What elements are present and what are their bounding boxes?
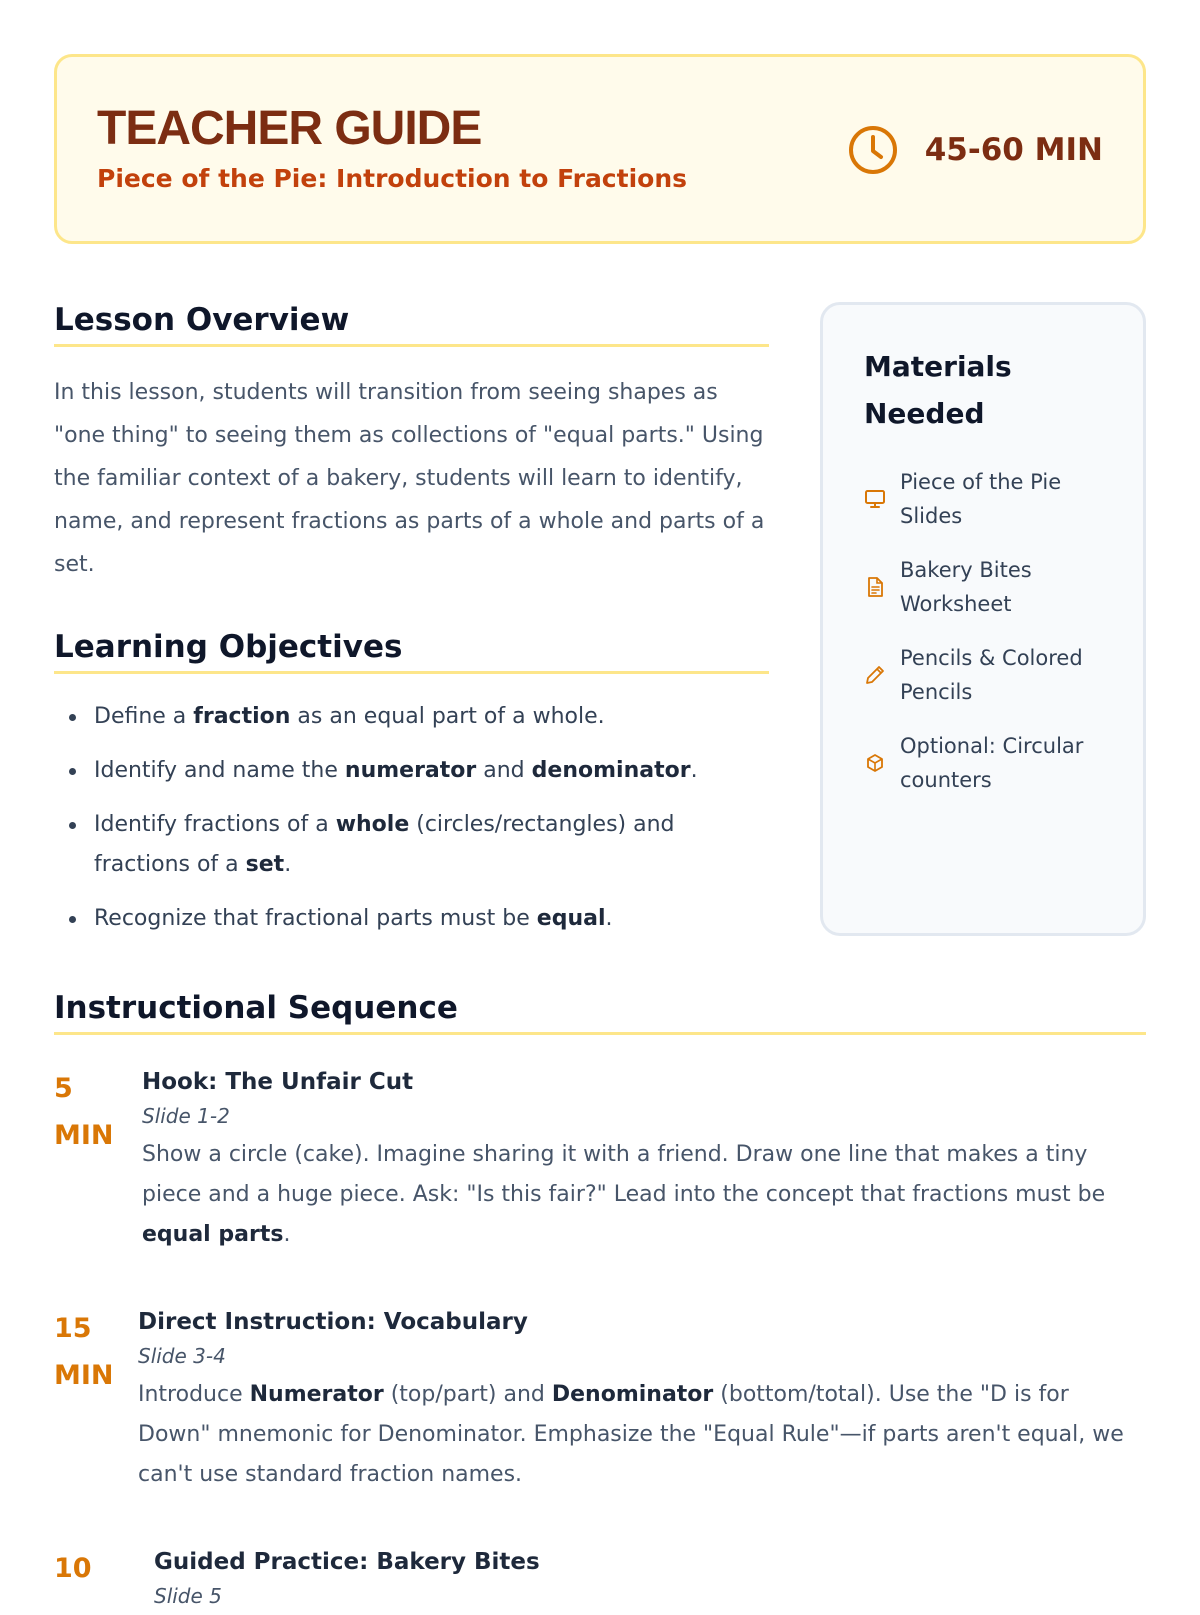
page-title: TEACHER GUIDE	[97, 102, 482, 155]
material-item-slides	[864, 465, 1113, 533]
step-description: Show a circle (cake). Imagine sharing it with a friend. Draw one line that makes a tiny piece and a huge piece. Ask: "Is this fair?" Lead into the concept that fractions must be equal parts.	[142, 1142, 1106, 1247]
step-slide-ref: Slide 3-4	[138, 1344, 226, 1368]
lesson-subtitle: Piece of the Pie: Introduction to Fractions	[97, 164, 688, 193]
material-item-counters	[864, 729, 1113, 797]
duration-label: 45-60 MIN	[924, 132, 1103, 168]
sequence-step	[54, 1545, 1146, 1615]
duration-badge	[847, 124, 1103, 176]
pencil-icon	[864, 664, 886, 686]
guide-header	[54, 54, 1146, 244]
sequence-heading: Instructional Sequence	[54, 990, 1146, 1035]
material-item-worksheet	[864, 553, 1113, 621]
overview-text: In this lesson, students will transition from seeing shapes as "one thing" to seeing them as collections of "equal parts." Using the familiar context of a bakery, students will learn to identify, name, and represent fractions as parts of a whole and parts of a set.	[54, 380, 765, 577]
objectives-heading: Learning Objectives	[54, 629, 769, 674]
step-description: Introduce Numerator (top/part) and Denominator (bottom/total). Use the "D is for Down" mnemonic for Denominator. Emphasize the "Equal Rule"—if parts aren't equal, we can't use standard fraction names.	[138, 1382, 1124, 1487]
step-title: Direct Instruction: Vocabulary	[138, 1309, 528, 1335]
clock-icon	[847, 124, 899, 176]
materials-card	[820, 302, 1146, 936]
material-item-pencils	[864, 641, 1113, 709]
objective-item: Define a fraction as an equal part of a whole.	[94, 697, 769, 737]
objective-item: Identify and name the numerator and denominator.	[94, 751, 769, 791]
material-label: Pencils & Colored Pencils	[900, 646, 1083, 704]
step-duration: 5 MIN	[54, 1073, 114, 1151]
step-duration: 15 MIN	[54, 1313, 114, 1391]
material-label: Bakery Bites Worksheet	[900, 558, 1032, 616]
objectives-list	[54, 697, 769, 953]
step-slide-ref: Slide 1-2	[142, 1104, 230, 1128]
material-label: Piece of the Pie Slides	[900, 470, 1062, 528]
document-icon	[864, 576, 886, 598]
materials-title: Materials Needed	[864, 350, 1012, 430]
step-slide-ref: Slide 5	[154, 1584, 222, 1608]
step-title: Guided Practice: Bakery Bites	[154, 1549, 540, 1575]
sequence-step	[54, 1065, 1146, 1255]
step-duration: 10	[54, 1553, 92, 1584]
presentation-icon	[864, 488, 886, 510]
overview-heading: Lesson Overview	[54, 302, 769, 347]
step-title: Hook: The Unfair Cut	[142, 1069, 414, 1095]
objective-item: Recognize that fractional parts must be equal.	[94, 899, 769, 939]
sequence-step	[54, 1305, 1146, 1495]
material-label: Optional: Circular counters	[900, 734, 1084, 792]
objective-item: Identify fractions of a whole (circles/rectangles) and fractions of a set.	[94, 805, 769, 885]
box-icon	[864, 752, 886, 774]
